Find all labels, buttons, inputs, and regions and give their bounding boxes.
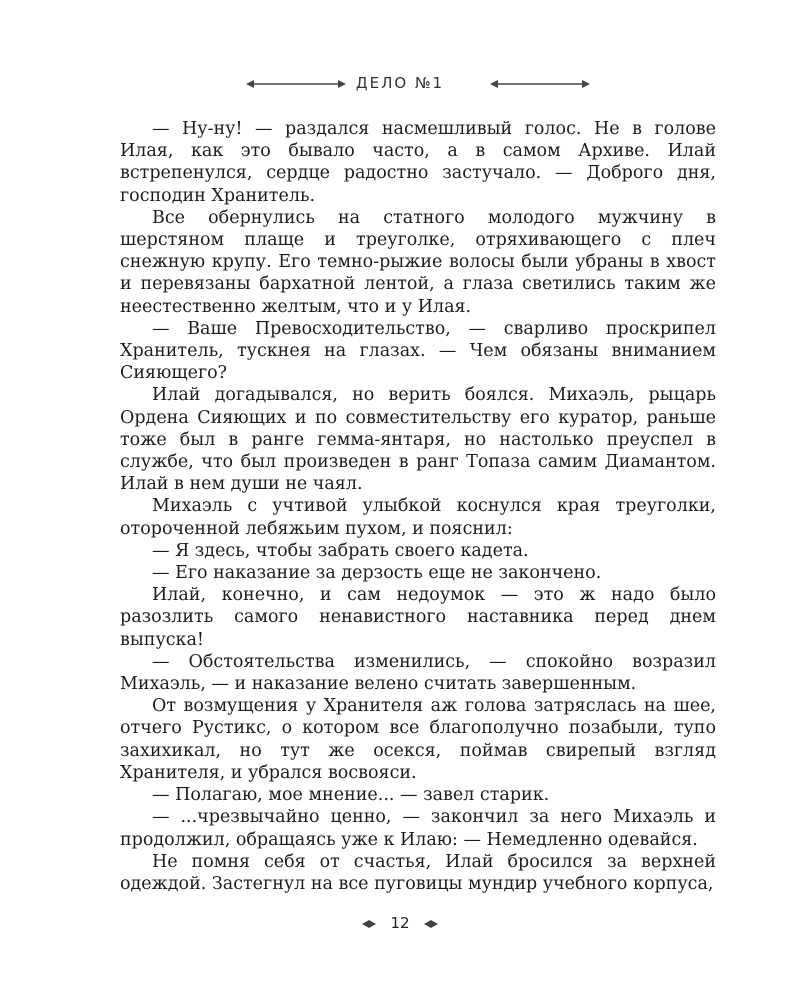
paragraph: Михаэль с учтивой улыбкой коснулся края треуголки, отороченной лебяжьим пухом, и пояснил: (120, 496, 716, 539)
body-text (120, 118, 716, 895)
paragraph: — Его наказание за дерзость еще не закончено. (152, 563, 602, 584)
paragraph: — ...чрезвычайно ценно, — закончил за него Михаэль и продолжил, обращаясь уже к Илаю: — Немедленно одевайся. (120, 807, 716, 850)
paragraph: Илай догадывался, но верить боялся. Михаэль, рыцарь Ордена Сияющих и по совместительству его куратор, раньше тоже был в ранге гемма-янтаря, но настолько преуспел в службе, что был произведен в ранг Топаза самим Диамантом. Илай в нем души не чаял. (120, 385, 716, 495)
paragraph: Илай, конечно, и сам недоумок — это ж надо было разозлить самого ненавистного наставника перед днем выпуска! (120, 585, 716, 650)
paragraph: — Полагаю, мое мнение... — завел старик. (152, 785, 550, 806)
paragraph: — Обстоятельства изменились, — спокойно возразил Михаэль, — и наказание велено считать завершенным. (120, 651, 716, 695)
page-footer (0, 912, 800, 936)
paragraph: — Ваше Превосходительство, — сварливо проскрипел Хранитель, тускнея на глазах. — Чем обязаны вниманием Сияющего? (120, 318, 716, 384)
paragraph: От возмущения у Хранителя аж голова затряслась на шее, отчего Рустикс, о котором все благополучно позабыли, тупо захихикал, но тут же осекся, поймав свирепый взгляд Хранителя, и убрался восвояси. (120, 696, 716, 783)
page-number: 12 (390, 914, 410, 932)
right-diamond-icon (424, 918, 438, 930)
right-ornament-icon (490, 78, 590, 90)
paragraph: Все обернулись на статного молодого мужчину в шерстяном плаще и треуголке, отряхивающего с плеч снежную крупу. Его темно-рыжие волосы были убраны в хвост и перевязаны бархатной лентой, а глаза светились таким же неестественно желтым, что и у Илая. (120, 207, 716, 317)
left-diamond-icon (362, 918, 376, 930)
paragraph: — Ну-ну! — раздался насмешливый голос. Не в голове Илая, как это бывало часто, а в самом Архиве. Илай встрепенулся, сердце радостно застучало. — Доброго дня, господин Хранитель. (120, 119, 716, 206)
paragraph: Не помня себя от счастья, Илай бросился за верхней одеждой. Застегнул на все пуговицы мундир учебного корпуса, (120, 851, 716, 894)
running-header (0, 72, 800, 96)
paragraph: — Я здесь, чтобы забрать своего кадета. (152, 540, 529, 561)
running-title: ДЕЛО №1 (355, 74, 445, 92)
